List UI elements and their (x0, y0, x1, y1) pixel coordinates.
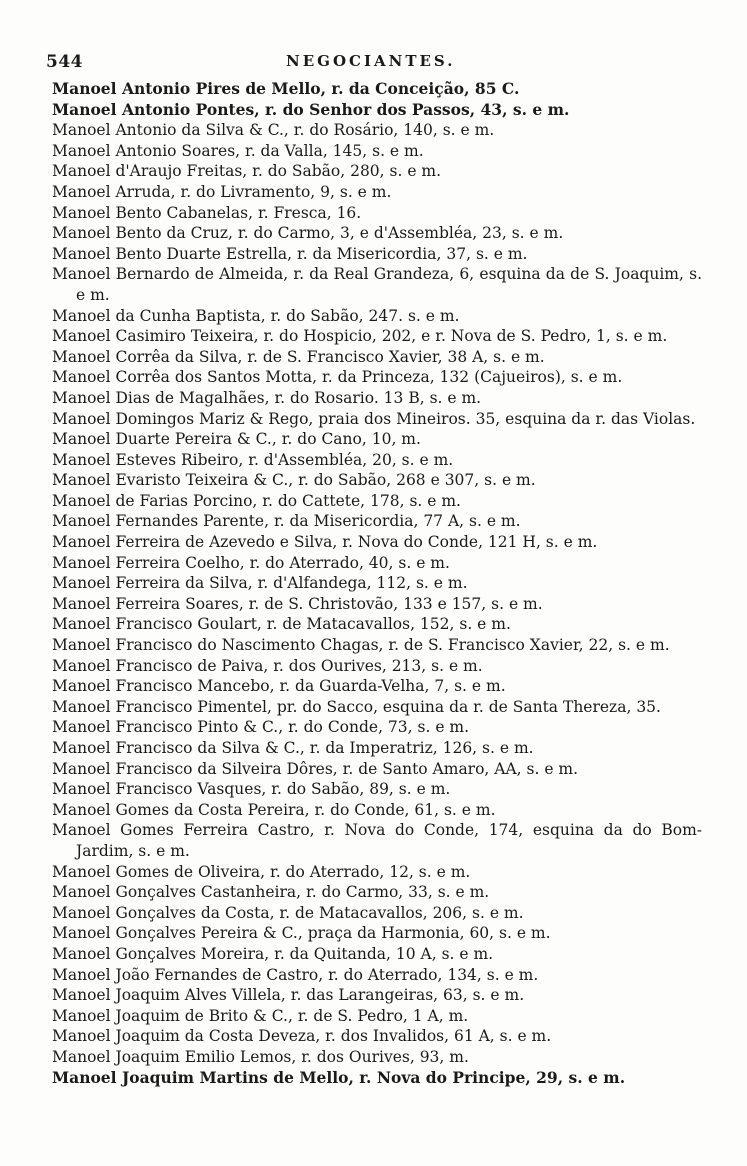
list-item: Manoel Gonçalves da Costa, r. de Matacavallos, 206, s. e m. (52, 903, 524, 922)
list-item: Manoel Joaquim Martins de Mello, r. Nova do Principe, 29, s. e m. (52, 1067, 626, 1087)
list-item: Manoel Francisco de Paiva, r. dos Ourives, 213, s. e m. (52, 656, 483, 675)
list-item: Manoel Ferreira Soares, r. de S. Christovão, 133 e 157, s. e m. (52, 594, 543, 613)
list-item: Manoel Antonio da Silva & C., r. do Rosário, 140, s. e m. (52, 121, 495, 140)
list-item: Manoel Arruda, r. do Livramento, 9, s. e m. (52, 182, 392, 201)
list-item: Manoel Gomes Ferreira Castro, r. Nova do Conde, 174, esquina da do Bom-Jardim, s. e m. (52, 821, 702, 860)
list-item: Manoel da Cunha Baptista, r. do Sabão, 247. s. e m. (52, 306, 460, 325)
list-item: Manoel Antonio Pontes, r. do Senhor dos Passos, 43, s. e m. (52, 99, 570, 119)
list-item: Manoel Gonçalves Castanheira, r. do Carmo, 33, s. e m. (52, 883, 490, 902)
list-item: Manoel Francisco Pinto & C., r. do Conde, 73, s. e m. (52, 718, 470, 737)
list-item: Manoel de Farias Porcino, r. do Cattete, 178, s. e m. (52, 491, 461, 510)
list-item: Manoel Bento Duarte Estrella, r. da Misericordia, 37, s. e m. (52, 244, 528, 263)
list-item: Manoel Gonçalves Pereira & C., praça da Harmonia, 60, s. e m. (52, 924, 551, 943)
list-item: Manoel Ferreira Coelho, r. do Aterrado, 40, s. e m. (52, 553, 450, 572)
list-item: Manoel Francisco Vasques, r. do Sabão, 89, s. e m. (52, 780, 451, 799)
list-item: Manoel Francisco da Silva & C., r. da Imperatriz, 126, s. e m. (52, 739, 534, 757)
list-item: Manoel Ferreira de Azevedo e Silva, r. Nova do Conde, 121 H, s. e m. (52, 533, 598, 552)
list-item: Manoel Ferreira da Silva, r. d'Alfandega, 112, s. e m. (52, 574, 468, 593)
page-number: 544 (46, 52, 83, 72)
list-item: Manoel Francisco Goulart, r. de Matacavallos, 152, s. e m. (52, 615, 511, 634)
list-item: Manoel Bernardo de Almeida, r. da Real Grandeza, 6, esquina da de S. Joaquim, s. e m. (52, 265, 702, 304)
list-item: Manoel Domingos Mariz & Rego, praia dos Mineiros. 35, esquina da r. das Violas. (52, 409, 696, 428)
list-item: Manoel Fernandes Parente, r. da Misericordia, 77 A, s. e m. (52, 512, 521, 531)
list-item: Manoel d'Araujo Freitas, r. do Sabão, 280, s. e m. (52, 162, 442, 181)
list-item: Manoel Francisco da Silveira Dôres, r. de Santo Amaro, AA, s. e m. (52, 759, 579, 778)
list-item: Manoel João Fernandes de Castro, r. do Aterrado, 134, s. e m. (52, 965, 539, 984)
list-item: Manoel Gomes da Costa Pereira, r. do Conde, 61, s. e m. (52, 800, 496, 819)
list-item: Manoel Casimiro Teixeira, r. do Hospicio, 202, e r. Nova de S. Pedro, 1, s. e m. (52, 327, 668, 346)
list-item: Manoel Gomes de Oliveira, r. do Aterrado, 12, s. e m. (52, 862, 471, 881)
list-item: Manoel Corrêa da Silva, r. de S. Francisco Xavier, 38 A, s. e m. (52, 347, 545, 366)
list-item: Manoel Duarte Pereira & C., r. do Cano, 10, m. (52, 430, 421, 449)
list-item: Manoel Esteves Ribeiro, r. d'Assembléa, 20, s. e m. (52, 450, 454, 469)
list-item: Manoel Antonio Pires de Mello, r. da Conceição, 85 C. (52, 79, 520, 98)
list-item: Manoel Joaquim da Costa Deveza, r. dos Invalidos, 61 A, s. e m. (52, 1027, 552, 1046)
list-item: Manoel Gonçalves Moreira, r. da Quitanda, 10 A, s. e m. (52, 944, 494, 963)
list-item: Manoel Joaquim Alves Villela, r. das Larangeiras, 63, s. e m. (52, 986, 525, 1005)
running-title: NEGOCIANTES. (286, 52, 456, 70)
list-item: Manoel Francisco Mancebo, r. da Guarda-Velha, 7, s. e m. (52, 677, 506, 696)
list-item: Manoel Francisco Pimentel, pr. do Sacco, esquina da r. de Santa Thereza, 35. (52, 697, 661, 716)
list-item: Manoel Evaristo Teixeira & C., r. do Sabão, 268 e 307, s. e m. (52, 471, 536, 490)
list-item: Manoel Bento da Cruz, r. do Carmo, 3, e d'Assembléa, 23, s. e m. (52, 224, 564, 243)
list-item: Manoel Joaquim de Brito & C., r. de S. Pedro, 1 A, m. (52, 1006, 469, 1025)
list-item: Manoel Corrêa dos Santos Motta, r. da Princeza, 132 (Cajueiros), s. e m. (52, 368, 623, 387)
page-header (46, 52, 686, 76)
list-item: Manoel Antonio Soares, r. da Valla, 145, s. e m. (52, 141, 424, 160)
list-item: Manoel Dias de Magalhães, r. do Rosario. 13 B, s. e m. (52, 388, 482, 407)
list-item: Manoel Francisco do Nascimento Chagas, r. de S. Francisco Xavier, 22, s. e m. (52, 636, 670, 655)
merchant-list (52, 79, 702, 1088)
list-item: Manoel Bento Cabanelas, r. Fresca, 16. (52, 203, 362, 222)
list-item: Manoel Joaquim Emilio Lemos, r. dos Ourives, 93, m. (52, 1047, 469, 1066)
